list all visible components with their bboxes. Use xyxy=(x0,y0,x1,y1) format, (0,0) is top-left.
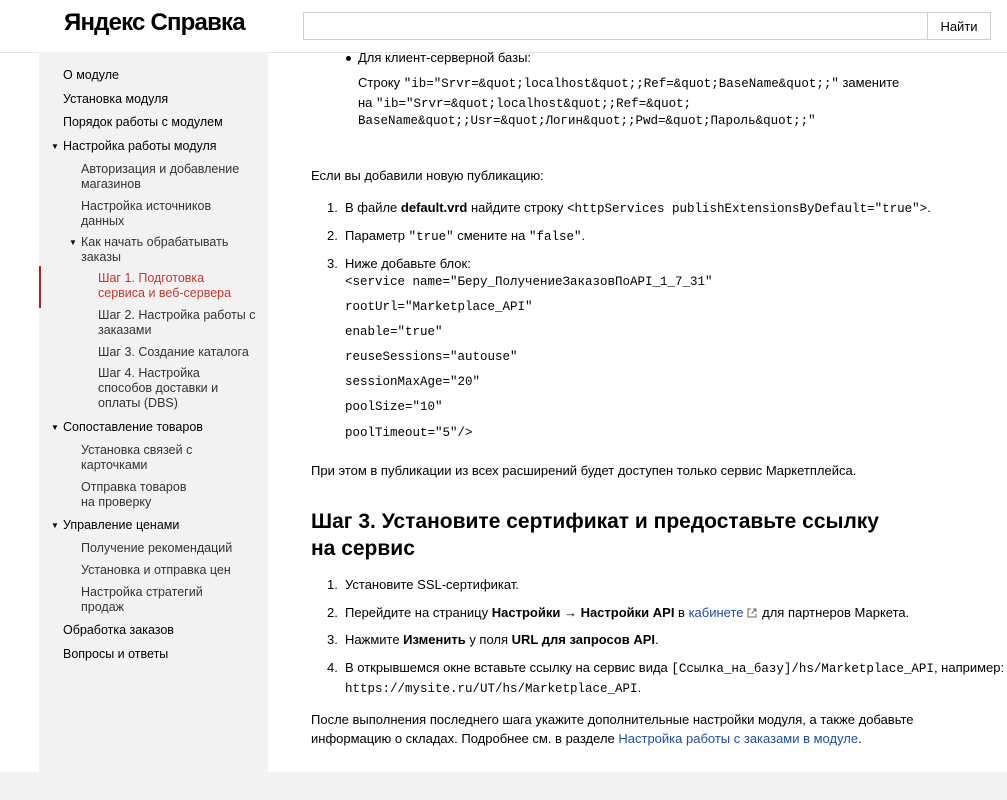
text: в xyxy=(674,605,689,620)
sidebar-item-strategies[interactable]: Настройка стратегий продаж xyxy=(81,585,203,614)
sidebar-item-matching[interactable]: Сопоставление товаров xyxy=(63,420,203,434)
heading-line: на сервис xyxy=(311,537,415,560)
sidebar-item-set-prices[interactable]: Установка и отправка цен xyxy=(81,563,231,577)
marketplace-note: При этом в публикации из всех расширений будет доступен только сервис Маркетплейса. xyxy=(311,463,857,478)
inline-code: "ib="Srvr=&quot;localhost&quot;;Ref=&quot;BaseName&quot;;" xyxy=(403,77,839,91)
search-input[interactable] xyxy=(303,12,928,40)
text: смените на xyxy=(453,228,529,243)
list-number: 3. xyxy=(327,632,338,647)
list-number: 4. xyxy=(327,660,338,675)
text: В файле xyxy=(345,200,401,215)
bullet-line-2 xyxy=(358,93,691,114)
final-paragraph-line xyxy=(311,729,862,748)
list-item xyxy=(345,630,659,649)
bullet-dot xyxy=(346,56,351,61)
code-line: reuseSessions="autouse" xyxy=(345,350,518,364)
text: . xyxy=(927,200,931,215)
footer xyxy=(0,772,1007,800)
list-item: Ниже добавьте блок: xyxy=(345,256,471,271)
active-item-marker xyxy=(39,266,41,308)
heading-line: Шаг 3. Установите сертификат и предоставьте ссылку xyxy=(311,510,879,533)
orders-settings-link[interactable]: Настройка работы с заказами в модуле xyxy=(618,731,859,746)
sidebar-item-send-review[interactable]: Отправка товаров на проверку xyxy=(81,480,187,509)
chevron-down-icon[interactable]: ▼ xyxy=(51,142,59,151)
sidebar-item-prices[interactable]: Управление ценами xyxy=(63,518,180,532)
cabinet-link[interactable]: кабинете xyxy=(688,605,744,620)
list-number: 2. xyxy=(327,605,338,620)
external-link-icon[interactable] xyxy=(747,608,757,618)
bullet-line-1 xyxy=(358,73,899,94)
text: у поля xyxy=(465,632,512,647)
list-item-continuation xyxy=(345,678,641,699)
section-heading xyxy=(311,508,879,562)
sidebar-item-step3[interactable]: Шаг 3. Создание каталога xyxy=(98,345,249,359)
bullet-line-3: BaseName&quot;;Usr=&quot;Логин&quot;;Pwd=&quot;Пароль&quot;;" xyxy=(358,114,816,128)
sidebar-item-step1[interactable]: Шаг 1. Подготовка сервиса и веб-сервера xyxy=(98,271,232,300)
sidebar-item-module-settings[interactable]: Настройка работы модуля xyxy=(63,139,217,153)
bold-text: URL для запросов API xyxy=(511,632,655,647)
text: Параметр xyxy=(345,228,409,243)
inline-code: "ib="Srvr=&quot;localhost&quot;;Ref=&quot; xyxy=(376,97,692,111)
bold-text: Настройки xyxy=(491,605,561,620)
bold-text: Настройки API xyxy=(580,605,675,620)
text: . xyxy=(637,680,642,695)
new-publication-intro: Если вы добавили новую публикацию: xyxy=(311,168,544,183)
sidebar-item-orders[interactable]: Обработка заказов xyxy=(63,623,174,637)
list-item: Установите SSL-сертификат. xyxy=(345,577,519,592)
code-line: poolTimeout="5"/> xyxy=(345,426,473,440)
text: → xyxy=(560,605,581,620)
final-paragraph-line: После выполнения последнего шага укажите дополнительные настройки модуля, а также добавьте xyxy=(311,712,914,727)
sidebar-item-start-orders[interactable]: Как начать обрабатывать заказы xyxy=(81,235,229,264)
sidebar-item-step2[interactable]: Шаг 2. Настройка работы с заказами xyxy=(98,308,256,337)
inline-code: "true" xyxy=(408,230,454,244)
text: . xyxy=(581,228,586,243)
text: замените xyxy=(838,75,900,90)
sidebar-item-install[interactable]: Установка модуля xyxy=(63,92,169,106)
list-item xyxy=(345,198,931,219)
code-line: sessionMaxAge="20" xyxy=(345,375,481,389)
sidebar-item-faq[interactable]: Вопросы и ответы xyxy=(63,647,169,661)
text: информацию о складах. Подробнее см. в разделе xyxy=(311,731,619,746)
bold-text: default.vrd xyxy=(400,200,468,215)
sidebar-item-step4[interactable]: Шаг 4. Настройка способов доставки и оплаты (DBS) xyxy=(98,366,219,410)
sidebar-item-about[interactable]: О модуле xyxy=(63,68,119,82)
text: . xyxy=(655,632,659,647)
site-logo[interactable]: Яндекс Справка xyxy=(64,9,245,36)
list-item xyxy=(345,226,585,247)
sidebar-item-data-sources[interactable]: Настройка источников данных xyxy=(81,199,212,228)
header xyxy=(0,0,1007,53)
text: Нажмите xyxy=(345,632,404,647)
text: Перейдите на страницу xyxy=(345,605,492,620)
bold-text: Изменить xyxy=(403,632,466,647)
list-item xyxy=(345,603,909,622)
list-item xyxy=(345,658,1004,679)
inline-code: "false" xyxy=(529,230,582,244)
bullet-title: Для клиент-серверной базы: xyxy=(358,50,532,65)
list-number: 3. xyxy=(327,256,338,271)
chevron-down-icon[interactable]: ▼ xyxy=(51,521,59,530)
code-line: enable="true" xyxy=(345,325,443,339)
sidebar xyxy=(39,52,268,772)
chevron-down-icon[interactable]: ▼ xyxy=(69,238,77,247)
search-button[interactable]: Найти xyxy=(927,12,991,40)
list-number: 2. xyxy=(327,228,338,243)
chevron-down-icon[interactable]: ▼ xyxy=(51,423,59,432)
text: , например: xyxy=(933,660,1005,675)
sidebar-item-workflow[interactable]: Порядок работы с модулем xyxy=(63,115,223,129)
inline-code: https://mysite.ru/UT/hs/Marketplace_API xyxy=(345,682,638,696)
sidebar-item-link-cards[interactable]: Установка связей с карточками xyxy=(81,443,193,472)
list-number: 1. xyxy=(327,577,338,592)
text: В открывшемся окне вставьте ссылку на сервис вида xyxy=(345,660,672,675)
code-line: poolSize="10" xyxy=(345,400,443,414)
inline-code: [Ссылка_на_базу]/hs/Marketplace_API xyxy=(671,662,934,676)
text: . xyxy=(858,731,862,746)
text: Строку xyxy=(358,75,404,90)
text: найдите строку xyxy=(467,200,568,215)
code-line: rootUrl="Marketplace_API" xyxy=(345,300,533,314)
code-line: <service name="Беру_ПолучениеЗаказовПоAPI_1_7_31" xyxy=(345,275,713,289)
text: для партнеров Маркета. xyxy=(758,605,910,620)
inline-code: <httpServices publishExtensionsByDefault="true"> xyxy=(567,202,928,216)
sidebar-item-recommendations[interactable]: Получение рекомендаций xyxy=(81,541,233,555)
list-number: 1. xyxy=(327,200,338,215)
sidebar-item-auth-shops[interactable]: Авторизация и добавление магазинов xyxy=(81,162,240,191)
text: на xyxy=(358,95,377,110)
